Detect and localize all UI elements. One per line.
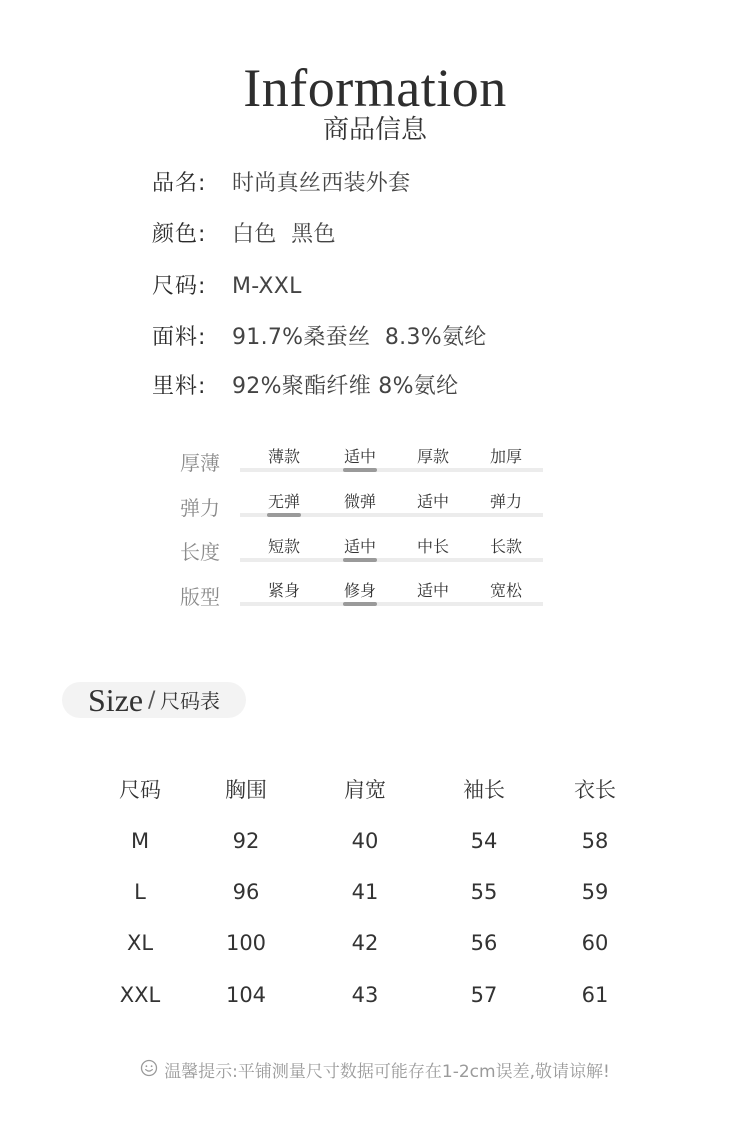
attr-track	[240, 558, 543, 562]
attr-label-length: 长度	[180, 540, 220, 564]
attr-option: 适中	[343, 447, 376, 466]
info-row-name	[152, 168, 410, 200]
attr-track	[240, 468, 543, 472]
table-cell: 61	[581, 983, 609, 1007]
attr-label-fit: 版型	[180, 585, 220, 609]
table-cell: 43	[351, 983, 379, 1007]
info-row-lining	[152, 371, 458, 403]
page-title: Information	[243, 58, 507, 118]
attr-track	[240, 602, 543, 606]
table-cell: 92	[232, 829, 260, 853]
table-cell: XXL	[119, 983, 161, 1007]
footer-note	[0, 1059, 750, 1085]
attr-selected-marker	[343, 602, 377, 606]
info-label: 面料:	[152, 325, 207, 350]
table-cell: 40	[351, 829, 379, 853]
attr-option: 薄款	[267, 447, 300, 466]
size-heading-zh: 尺码表	[160, 689, 220, 713]
table-cell: L	[134, 880, 146, 904]
info-label: 颜色:	[152, 222, 207, 247]
table-header: 袖长	[463, 778, 505, 802]
size-heading-separator: /	[148, 688, 156, 713]
attr-option: 适中	[416, 492, 449, 511]
table-cell: 58	[581, 829, 609, 853]
attr-label-thickness: 厚薄	[180, 451, 220, 475]
table-cell: 59	[581, 880, 609, 904]
attr-option: 短款	[267, 537, 300, 556]
table-cell: 42	[351, 931, 379, 955]
attr-option: 修身	[343, 581, 376, 600]
smile-icon	[140, 1059, 158, 1085]
attr-selected-marker	[267, 513, 301, 517]
page-subtitle: 商品信息	[322, 115, 427, 145]
info-value: 白色 黑色	[232, 222, 336, 247]
attr-option: 中长	[416, 537, 449, 556]
attr-option: 微弹	[343, 492, 376, 511]
table-header: 肩宽	[344, 778, 386, 802]
table-cell: 54	[470, 829, 498, 853]
info-value: 92%聚酯纤维 8%氨纶	[232, 374, 459, 399]
attr-option: 适中	[343, 537, 376, 556]
table-cell: 56	[470, 931, 498, 955]
info-value: M-XXL	[232, 274, 302, 299]
table-cell: M	[130, 829, 150, 853]
info-value: 时尚真丝西装外套	[232, 171, 411, 196]
table-header: 尺码	[119, 778, 161, 802]
table-cell: 100	[225, 931, 267, 955]
size-heading-en: Size	[88, 682, 144, 718]
table-cell: 104	[225, 983, 267, 1007]
attr-option: 宽松	[489, 581, 522, 600]
info-label: 品名:	[152, 171, 207, 196]
info-row-color	[152, 219, 336, 251]
attr-option: 长款	[489, 537, 522, 556]
table-cell: 96	[232, 880, 260, 904]
info-row-size	[152, 271, 302, 303]
table-header: 衣长	[574, 778, 616, 802]
table-cell: 57	[470, 983, 498, 1007]
table-cell: 55	[470, 880, 498, 904]
attr-option: 无弹	[267, 492, 300, 511]
info-label: 尺码:	[152, 274, 207, 299]
attr-label-elasticity: 弹力	[180, 496, 220, 520]
table-cell: 41	[351, 880, 379, 904]
attr-selected-marker	[343, 558, 377, 562]
info-label: 里料:	[152, 374, 207, 399]
attr-option: 紧身	[267, 581, 300, 600]
attr-option: 加厚	[489, 447, 522, 466]
attr-option: 厚款	[416, 447, 449, 466]
table-cell: 60	[581, 931, 609, 955]
info-row-fabric	[152, 322, 487, 354]
table-header: 胸围	[225, 778, 267, 802]
footer-text: 温馨提示:平铺测量尺寸数据可能存在1-2cm误差,敬请谅解!	[164, 1062, 610, 1082]
info-value: 91.7%桑蚕丝 8.3%氨纶	[232, 325, 487, 350]
attr-selected-marker	[343, 468, 377, 472]
attr-option: 弹力	[489, 492, 522, 511]
table-cell: XL	[126, 931, 154, 955]
attr-option: 适中	[416, 581, 449, 600]
